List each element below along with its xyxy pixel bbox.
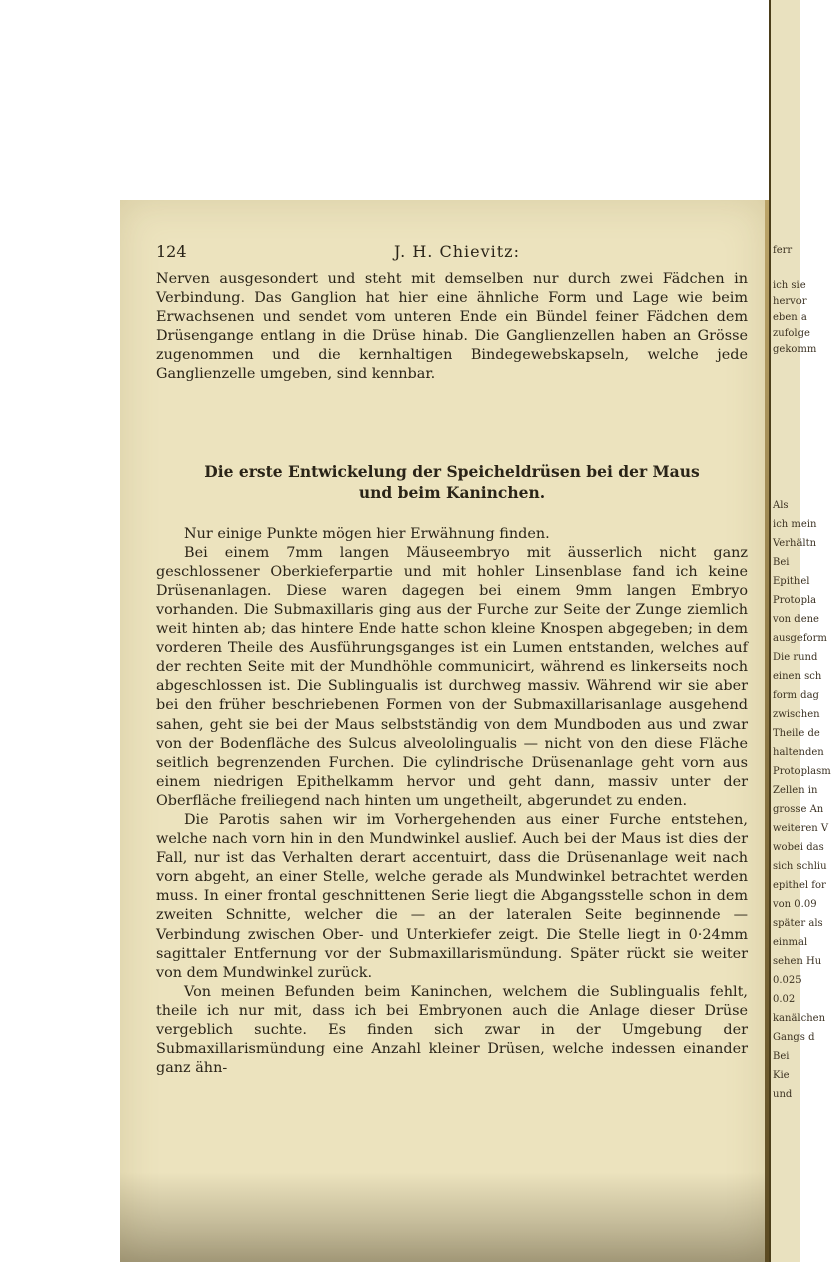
paragraph: Die Parotis sahen wir im Vorhergehenden aus einer Furche entstehen, welche nach vorn hin in den Mundwinkel auslief. Auch bei der Maus ist dies der Fall, nur ist das Verhalten derart accentuirt, dass die Drüsenanlage weit nach vorn abgeht, an einer Stelle, welche gerade als Mundwinkel betrachtet werden muss. In einer frontal geschnittenen Serie liegt die Abgangsstelle schon in dem zweiten Schnitte, welcher die — an der lateralen Seite beginnende — Verbindung zwischen Ober- und Unterkiefer zeigt. Die Stelle liegt in 0·24mm sagittaler Entfernung vor der Submaxillarismündung. Später rückt sie weiter von dem Mundwinkel zurück. [156,811,748,981]
page-shadow [120,1172,765,1262]
adjacent-text-fragment: epithel for [773,880,826,891]
adjacent-text-fragment: zufolge [773,328,810,339]
adjacent-text-fragment: ferr [773,245,793,256]
adjacent-text-fragment: haltenden [773,747,824,758]
adjacent-text-fragment: und [773,1089,793,1100]
adjacent-text-fragment: einen sch [773,671,822,682]
adjacent-text-fragment: Verhältn [773,538,817,549]
adjacent-page-edge [769,0,831,1262]
page-number: 124 [156,242,187,261]
adjacent-text-fragment: form dag [773,690,819,701]
adjacent-text-fragment: später als [773,918,823,929]
adjacent-text-fragment: Kie [773,1070,790,1081]
adjacent-text-fragment: gekomm [773,344,817,355]
adjacent-text-fragment: Bei [773,1051,790,1062]
adjacent-text-fragment: Protopla [773,595,817,606]
adjacent-text-fragment: sehen Hu [773,956,822,967]
adjacent-text-fragment: Epithel [773,576,810,587]
adjacent-text-fragment: sich schliu [773,861,827,872]
book-page [120,200,765,1262]
adjacent-text-fragment: Gangs d [773,1032,815,1043]
section-heading-line2: und beim Kaninchen. [358,482,546,502]
running-head: J. H. Chievitz: [393,242,520,261]
text-block [156,270,748,1078]
section-heading-line1: Die erste Entwickelung der Speicheldrüsen bei der Maus [204,461,700,481]
adjacent-text-fragment: Zellen in [773,785,818,796]
adjacent-text-fragment: grosse An [773,804,824,815]
adjacent-text-fragment: Bei [773,557,790,568]
adjacent-text-fragment: von dene [773,614,819,625]
adjacent-text-fragment: kanälchen [773,1013,826,1024]
paragraph: Von meinen Befunden beim Kaninchen, welchem die Sublingualis fehlt, theile ich nur mit, dass ich bei Embryonen auch die Anlage dieser Drüse vergeblich suchte. Es finden sich zwar in der Umgebung der Submaxillarismündung eine Anzahl kleiner Drüsen, welche indessen einander ganz ähn- [156,983,748,1077]
section-heading [156,461,748,503]
adjacent-text-fragment: eben a [773,312,807,323]
adjacent-text-fragment: Theile de [773,728,820,739]
adjacent-text-fragment: ich mein [773,519,817,530]
adjacent-text-fragment: von 0.09 [773,899,817,910]
adjacent-text-fragment: Die rund [773,652,818,663]
adjacent-text-fragment: hervor [773,296,807,307]
adjacent-text-fragment: 0.02 [773,994,796,1005]
adjacent-text-fragment: Protoplasm [773,766,831,777]
page-header [156,242,758,262]
adjacent-text-fragment: 0.025 [773,975,802,986]
paragraph-continuation: Nerven ausgesondert und steht mit demselben nur durch zwei Fädchen in Verbindung. Das Ganglion hat hier eine ähnliche Form und Lage wie beim Erwachsenen und sendet vom unteren Ende ein Bündel feiner Fädchen dem Drüsengange entlang in die Drüse hinab. Die Ganglienzellen haben an Grösse zugenommen und die kernhaltigen Bindegewebskapseln, welche jede Ganglienzelle umgeben, sind kennbar. [156,271,748,383]
adjacent-text-fragment: wobei das [773,842,824,853]
adjacent-text-fragment: weiteren V [773,823,829,834]
paragraph: Bei einem 7mm langen Mäuseembryo mit äusserlich nicht ganz geschlossener Oberkieferpartie und mit hohler Linsenblase fand ich keine Drüsenanlagen. Diese waren dagegen bei einem 9mm langen Embryo vorhanden. Die Submaxillaris ging aus der Furche zur Seite der Zunge ziemlich weit hinten ab; das hintere Ende hatte schon kleine Knospen abgegeben; in dem vorderen Theile des Ausführungsganges ist ein Lumen entstanden, welches auf der rechten Seite mit der Mundhöhle communicirt, während es linkerseits noch abgeschlossen ist. Die Sublingualis ist durchweg massiv. Während wir sie aber bei den früher beschriebenen Formen von der Submaxillarisanlage ausgehend sahen, geht sie bei der Maus selbstständig von dem Mundboden aus und zwar von der Bodenfläche des Sulcus alveololingualis — nicht von den diese Fläche seitlich begrenzenden Furchen. Die cylindrische Drüsenanlage geht vorn aus einem niedrigen Epithelkamm hervor und geht dann, massiv unter der Oberfläche freiliegend nach hinten um ungetheilt, abgerundet zu enden. [156,544,748,809]
adjacent-text-fragment: ich sie [773,280,806,291]
adjacent-text-fragment: ausgeform [773,633,827,644]
adjacent-text-fragment: einmal [773,937,808,948]
adjacent-text-fragment: zwischen [773,709,820,720]
adjacent-text-fragment: Als [773,500,789,511]
paragraph: Nur einige Punkte mögen hier Erwähnung finden. [184,525,550,542]
